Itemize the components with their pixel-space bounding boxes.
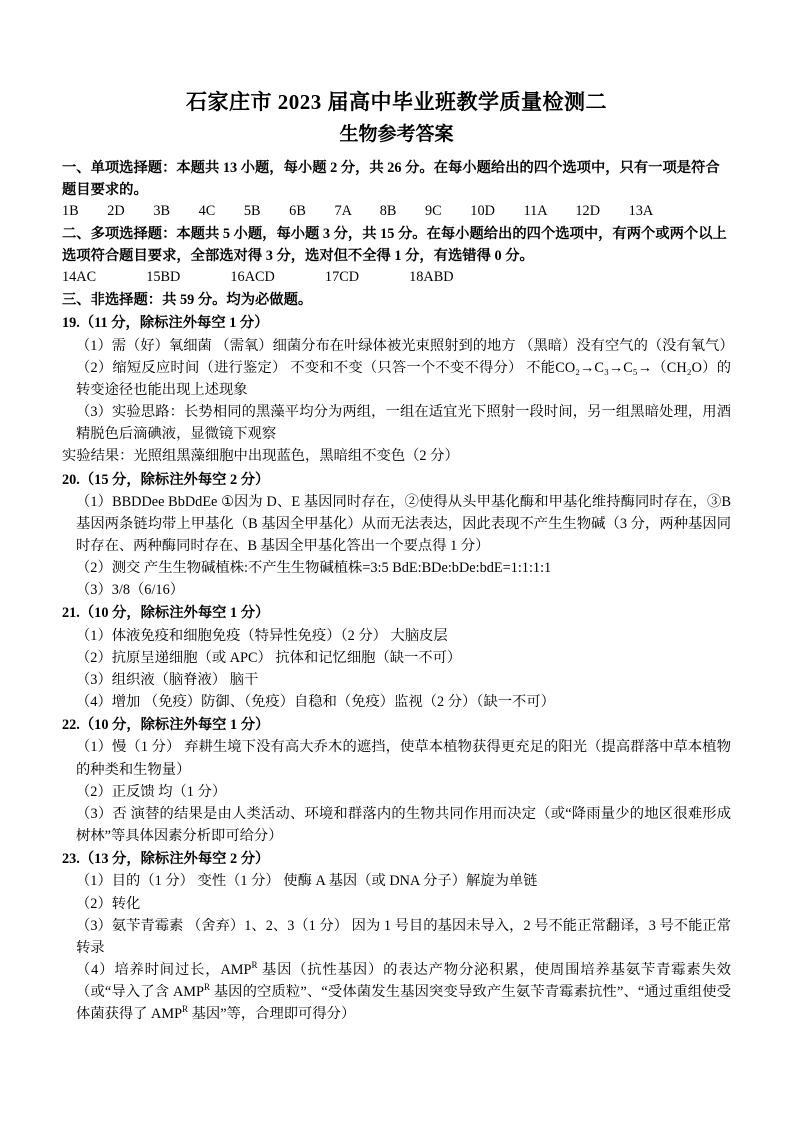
question-19-line-4: 实验结果：光照组黑藻细胞中出现蓝色，黑暗组不变色（2 分） [62,448,459,465]
question-23-line-2: （2）转化 [76,895,141,912]
question-19-heading: 19.（11 分，除标注外每空 1 分） [62,315,269,332]
question-21-heading: 21.（10 分，除标注外每空 1 分） [62,605,270,622]
section-heading-free-response: 三、非选择题：共 59 分。均为必做题。 [62,291,313,308]
question-20-line-1: （1）BBDDee BbDdEe ①因为 D、E 基因同时存在，②使得从头甲基化酶和甲基化维持酶同时存在，③B 基因两条链均带上甲基化（B 基因全甲基化）从而无法表达，因此表现不产生生物碱（3 分，两种基因同时存在、两种酶同时存在、B 基因全甲基化答出一个要点得 1 分） [76,493,731,555]
question-20-heading: 20.（15 分，除标注外每空 2 分） [62,471,270,488]
question-20-line-2: （2）测交 产生生物碱植株:不产生生物碱植株=3:5 BdE:BDe:bDe:bdE=1:1:1:1 [76,560,552,577]
question-21-line-3: （3）组织液（脑脊液） 脑干 [76,671,259,688]
question-23-line-4-text: （4）培养时间过长，$AMP^R$ 基因（抗性基因）的表达产物分泌积累，使周围培养基氨苄青霉素失效（或“导入了含 $AMP^R$ 基因的空质粒”、“受体菌发生基因突变导致产生氨苄青霉素抗性”、“通过重组使受体菌获得了 $AMP^R$ 基因”等，合理即可得分） [76,960,732,1023]
question-19-line-1: （1）需（好）氧细菌 （需氧）细菌分布在叶绿体被光束照射到的地方 （黑暗）没有空气的（没有氧气） [76,337,734,354]
question-23-line-1: （1）目的（1 分） 变性（1 分） 使酶 A 基因（或 DNA 分子）解旋为单链 [76,873,538,890]
question-19-line-3: （3）实验思路：长势相同的黑藻平均分为两组，一组在适宜光下照射一段时间，另一组黑暗处理，用酒精脱色后滴碘液，显微镜下观察 [76,404,731,443]
page-title: 石家庄市 2023 届高中毕业班教学质量检测二 [186,90,607,114]
question-23-line-4 [62,959,731,1025]
question-22-line-2: （2）正反馈 均（1 分） [76,783,227,800]
question-19-line-2: （2）缩短反应时间（进行鉴定） 不变和不变（只答一个不变不得分） 不能CO₂→C₃→C₅→（CH₂O）的转变途径也能出现上述现象 [76,359,731,398]
question-20-line-3: （3）3/8（6/16） [76,582,185,599]
page-subtitle: 生物参考答案 [339,124,454,146]
question-22-line-1: （1）慢（1 分） 弃耕生境下没有高大乔木的遮挡，使草本植物获得更充足的阳光（提高群落中草本植物的种类和生物量） [76,739,731,778]
section-heading-single-choice: 一、单项选择题：本题共 13 小题，每小题 2 分，共 26 分。在每小题给出的四个选项中，只有一项是符合题目要求的。 [62,159,720,198]
section-heading-multi-choice: 二、多项选择题：本题共 5 小题，每小题 3 分，共 15 分。在每小题给出的四个选项中，有两个或两个以上选项符合题目要求，全部选对得 3 分，选对但不全得 1 分，有选错得 0 分。 [62,225,727,264]
single-choice-answers: 1B 2D 3B 4C 5B 6B 7A 8B 9C 10D 11A 12D 13A [62,203,654,220]
question-21-line-1: （1）体液免疫和细胞免疫（特异性免疫）（2 分） 大脑皮层 [76,627,448,644]
question-21-line-4: （4）增加 （免疫）防御、（免疫）自稳和（免疫）监视（2 分）（缺一不可） [76,694,555,711]
question-21-line-2: （2）抗原呈递细胞（或 APC） 抗体和记忆细胞（缺一不可） [76,649,462,666]
question-23-line-3: （3）氨苄青霉素 （舍弃）1、2、3（1 分） 因为 1 号目的基因未导入，2 号不能正常翻译，3 号不能正常转录 [76,917,731,956]
question-23-heading: 23.（13 分，除标注外每空 2 分） [62,851,270,868]
question-22-line-3: （3）否 演替的结果是由人类活动、环境和群落内的生物共同作用而决定（或“降雨量少的地区很难形成树林”等具体因素分析即可给分） [76,805,731,845]
multi-choice-answers: 14AC 15BD 16ACD 17CD 18ABD [62,269,454,286]
question-22-heading: 22.（10 分，除标注外每空 1 分） [62,717,270,734]
